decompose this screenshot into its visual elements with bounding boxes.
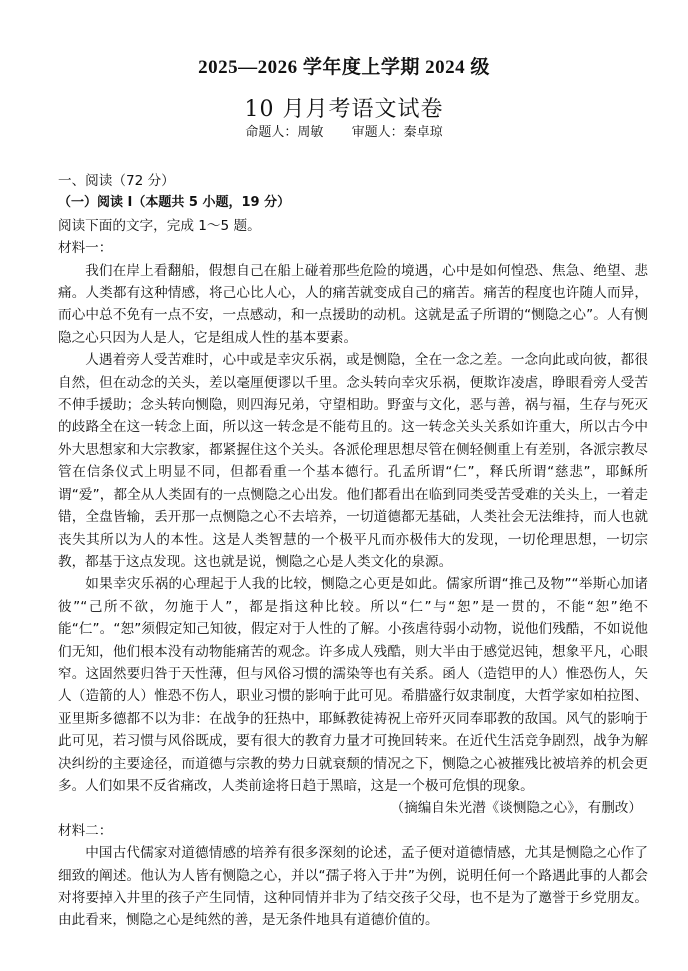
- section-heading: 一、阅读（72 分）: [58, 173, 175, 189]
- author-name: 命题人：周敏: [245, 125, 324, 140]
- material1-paragraph: 我们在岸上看翻船，假想自己在船上碰着那些危险的境遇，心中是如何惶恐、焦急、绝望、悲痛。人类都有这种情感，将己心比人心，人的痛苦就变成自己的痛苦。痛苦的程度也许随人而异，而心中总不免有一点不安，一点感动，和一点援助的动机。这就是孟子所谓的“恻隐之心”。人有恻隐之心只因为人是人，它是组成人性的基本要素。: [58, 262, 648, 346]
- exam-content: [58, 170, 648, 932]
- material1-source: （摘编自朱光潜《谈恻隐之心》，有删改）: [390, 800, 642, 817]
- material1-paragraph: 人遇着旁人受苦难时，心中或是幸灾乐祸，或是恻隐，全在一念之差。一念向此或向彼，都很自然，但在动念的关头，差以毫厘便谬以千里。念头转向幸灾乐祸，便欺诈凌虐，睁眼看旁人受苦不伸手援助；念头转向恻隐，则四海兄弟，守望相助。野蛮与文化，恶与善，祸与福，生存与死灭的歧路全在这一转念上面，所以这一转念是不能苟且的。这一转念关头关系如许重大，所以古今中外大思想家和大宗教家，都紧握住这个关头。各派伦理思想尽管在侧轻侧重上有差别，各派宗教尽管在信条仪式上明显不同，但都看重一个基本德行。孔孟所谓“仁”，释氏所谓“慈悲”，耶稣所谓“爱”，都全从人类固有的一点恻隐之心出发。他们都看出在临到同类受苦受难的关头上，一着走错，全盘皆输，丢开那一点恻隐之心不去培养，一切道德都无基础，人类社会无法维持，而人也就丧失其所以为人的本性。这是人类智慧的一个极平凡而亦极伟大的发现，一切伦理思想，一切宗教，都基于这点发现。这也就是说，恻隐之心是人类文化的泉源。: [58, 352, 648, 570]
- exam-title: 10 月月考语文试卷: [244, 97, 444, 122]
- author-line: [0, 121, 688, 140]
- exam-title-year: 2025—2026 学年度上学期 2024 级: [198, 57, 490, 78]
- material1-paragraph: 如果幸灾乐祸的心理起于人我的比较，恻隐之心更是如此。儒家所谓“推己及物”“举斯心加诸彼”“己所不欲，勿施于人”，都是指这种比较。所以“仁”与“恕”是一贯的，不能“恕”绝不能“仁”。“恕”须假定知己知彼，假定对于人性的了解。小孩虐待弱小动物，说他们残酷，不如说他们无知，他们根本没有动物能痛苦的观念。许多成人残酷，则大半由于感觉迟钝，想象平凡，心眼窄。这固然要归咎于天性薄，但与风俗习惯的濡染等也有关系。函人（造铠甲的人）惟恐伤人，矢人（造箭的人）惟恐不伤人，职业习惯的影响于此可见。希腊盛行奴隶制度，大哲学家如柏拉图、亚里斯多德都不以为非：在战争的狂热中，耶稣教徒祷祝上帝歼灭同奉耶教的敌国。风气的影响于此可见，若习惯与风俗既成，要有很大的教育力量才可挽回转来。在近代生活竞争剧烈，战争为解决纠纷的主要途径，而道德与宗教的势力日就衰颓的情况之下，恻隐之心被摧残比被培养的机会更多。人们如果不反省痛改，人类前途将日趋于黑暗，这是一个极可危惧的现象。: [58, 576, 648, 794]
- material-label: 材料二：: [58, 822, 113, 839]
- material-label: 材料一：: [58, 240, 113, 257]
- material2-paragraph: 中国古代儒家对道德情感的培养有很多深刻的论述，孟子便对道德情感，尤其是恻隐之心作了细致的阐述。他认为人皆有恻隐之心，并以“孺子将入于井”为例，说明任何一个路遇此事的人都会对将要掉入井里的孩子产生同情，这种同情并非为了结交孩子父母，也不是为了邀誉于乡党朋友。由此看来，恻隐之心是纯然的善，是无条件地具有道德价值的。: [58, 845, 648, 929]
- instruction-text: 阅读下面的文字，完成 1～5 题。: [58, 217, 261, 234]
- reviewer-name: 审题人：秦卓琼: [351, 125, 443, 140]
- section-subheading: （一）阅读 I（本题共 5 小题，19 分）: [58, 195, 291, 211]
